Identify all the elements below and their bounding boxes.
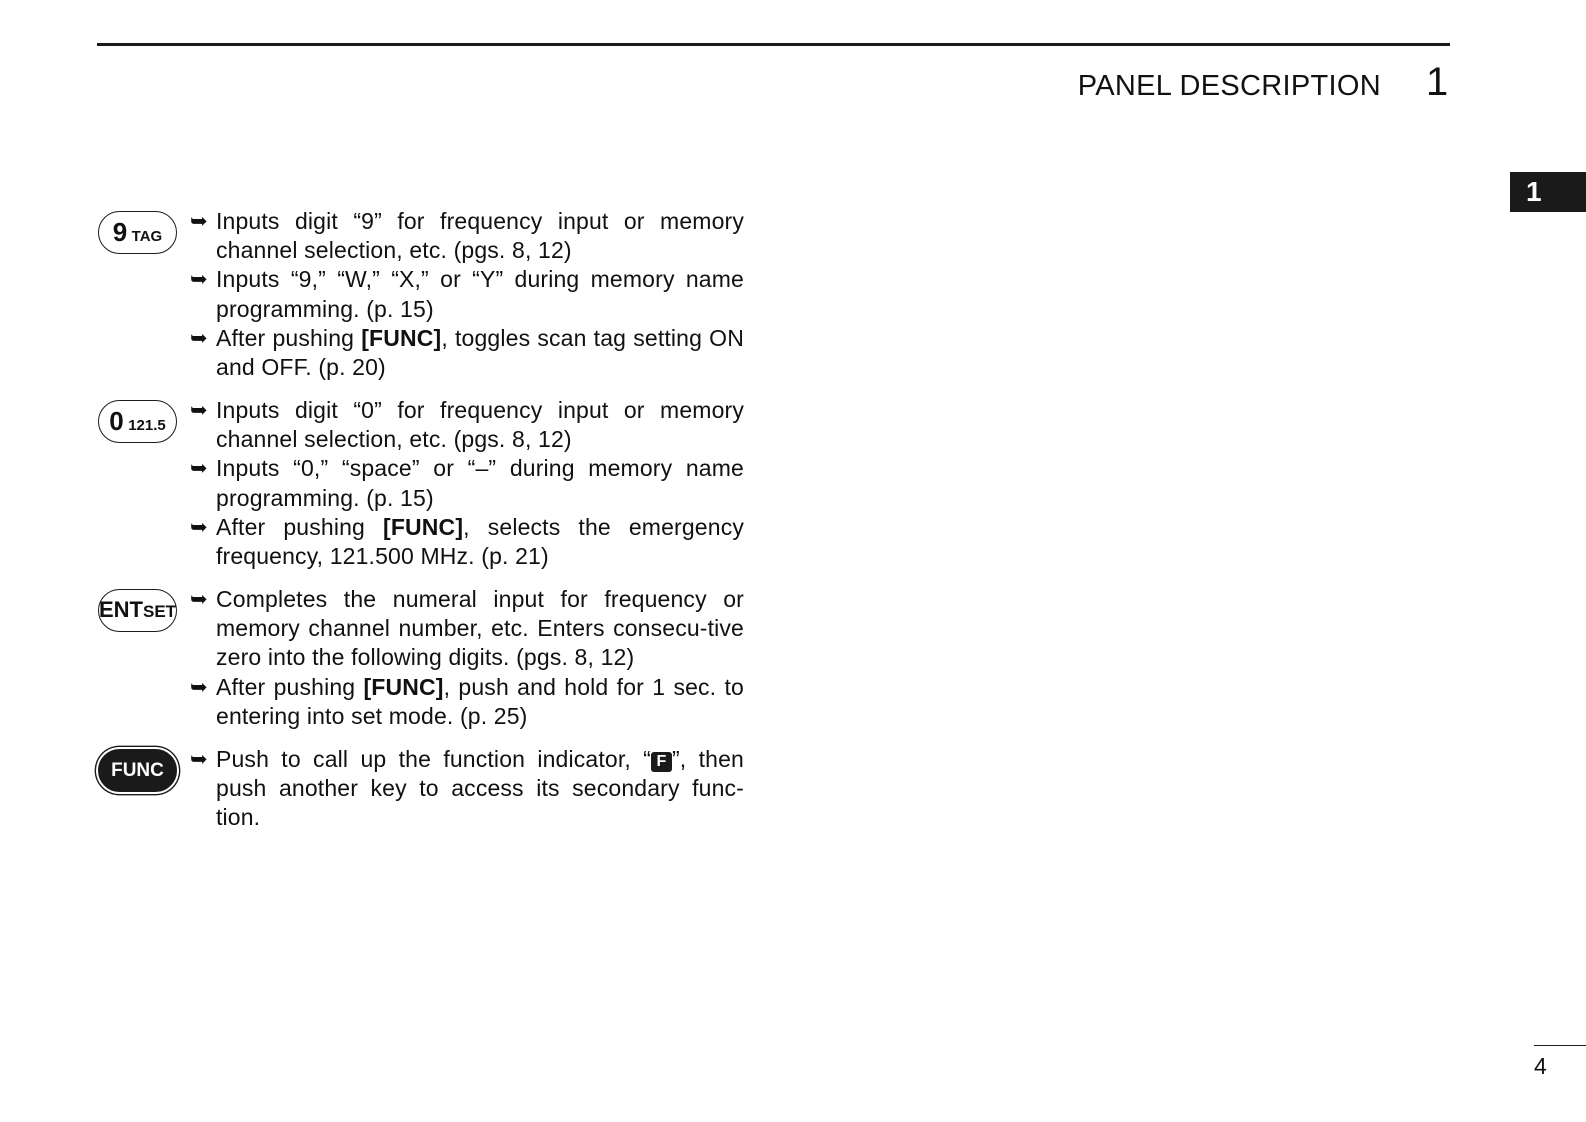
bullet-item	[190, 673, 744, 731]
bullet-text: After pushing	[216, 673, 364, 700]
arrow-icon: ➥	[190, 326, 208, 350]
bullet-text: Inputs “9,” “W,” “X,” or “Y” during memory name programming. (p. 15)	[216, 266, 744, 322]
bullet-item	[190, 454, 744, 512]
key-sub-label: 121.5	[128, 417, 166, 434]
bullet-text: After pushing	[216, 324, 362, 351]
bullet-item	[190, 324, 744, 382]
bullet-text: , push and hold for 1 sec. to entering into set mode. (p. 25)	[216, 673, 744, 729]
bullet-list	[190, 207, 744, 382]
arrow-icon: ➥	[190, 515, 208, 539]
footer-rule	[1534, 1045, 1586, 1046]
key-main-label: 9	[112, 217, 128, 247]
chapter-tab: 1	[1510, 172, 1586, 212]
bullet-item	[190, 265, 744, 323]
bullet-text: Push to call up the function indicator, “	[216, 746, 651, 772]
bullet-list	[190, 745, 744, 833]
key-sub-label: SET	[143, 602, 177, 621]
bullet-item	[190, 513, 744, 571]
function-indicator-icon: F	[651, 752, 672, 772]
bullet-text: ”, then push another key to access its secondary func-tion.	[216, 746, 744, 831]
arrow-icon: ➥	[190, 457, 208, 481]
arrow-icon: ➥	[190, 268, 208, 292]
page-number: 4	[1534, 1053, 1547, 1079]
header-rule	[97, 43, 1450, 46]
bullet-text: , selects the emergency frequency, 121.500 MHz. (p. 21)	[216, 513, 744, 570]
bullet-text: , toggles scan tag setting ON and OFF. (p. 20)	[216, 324, 744, 381]
key-ent-set-icon	[98, 589, 177, 632]
bullet-item	[190, 207, 744, 265]
bullet-list	[190, 585, 744, 731]
func-reference: [FUNC]	[361, 324, 442, 351]
key-main-label: ENT	[99, 597, 143, 622]
func-reference: [FUNC]	[383, 513, 464, 540]
bullet-text: Inputs digit “9” for frequency input or memory channel selection, etc. (pgs. 8, 12)	[216, 208, 744, 264]
bullet-text: Completes the numeral input for frequency or memory channel number, etc. Enters consecu-tive zero into the following digits. (pgs. 8, 12)	[216, 586, 744, 671]
arrow-icon: ➥	[190, 210, 208, 233]
bullet-item	[190, 585, 744, 673]
bullet-item	[190, 396, 744, 454]
key-sub-label: TAG	[131, 228, 163, 245]
key-0-emergency-icon	[98, 400, 177, 443]
arrow-icon: ➥	[190, 399, 208, 422]
bullet-text: Inputs “0,” “space” or “–” during memory name programming. (p. 15)	[216, 455, 744, 511]
arrow-icon: ➥	[190, 675, 208, 699]
arrow-icon: ➥	[190, 748, 208, 771]
arrow-icon: ➥	[190, 588, 208, 611]
key-main-label: 0	[109, 406, 124, 436]
key-9-tag-icon	[98, 211, 177, 254]
bullet-list	[190, 396, 744, 571]
bullet-text: Inputs digit “0” for frequency input or memory channel selection, etc. (pgs. 8, 12)	[216, 397, 744, 453]
section-title: PANEL DESCRIPTION	[1077, 70, 1381, 102]
func-reference: [FUNC]	[363, 673, 444, 700]
bullet-text: After pushing	[216, 513, 384, 540]
key-func-icon: FUNC	[98, 749, 177, 792]
section-number: 1	[1426, 60, 1449, 104]
bullet-item	[190, 745, 744, 833]
